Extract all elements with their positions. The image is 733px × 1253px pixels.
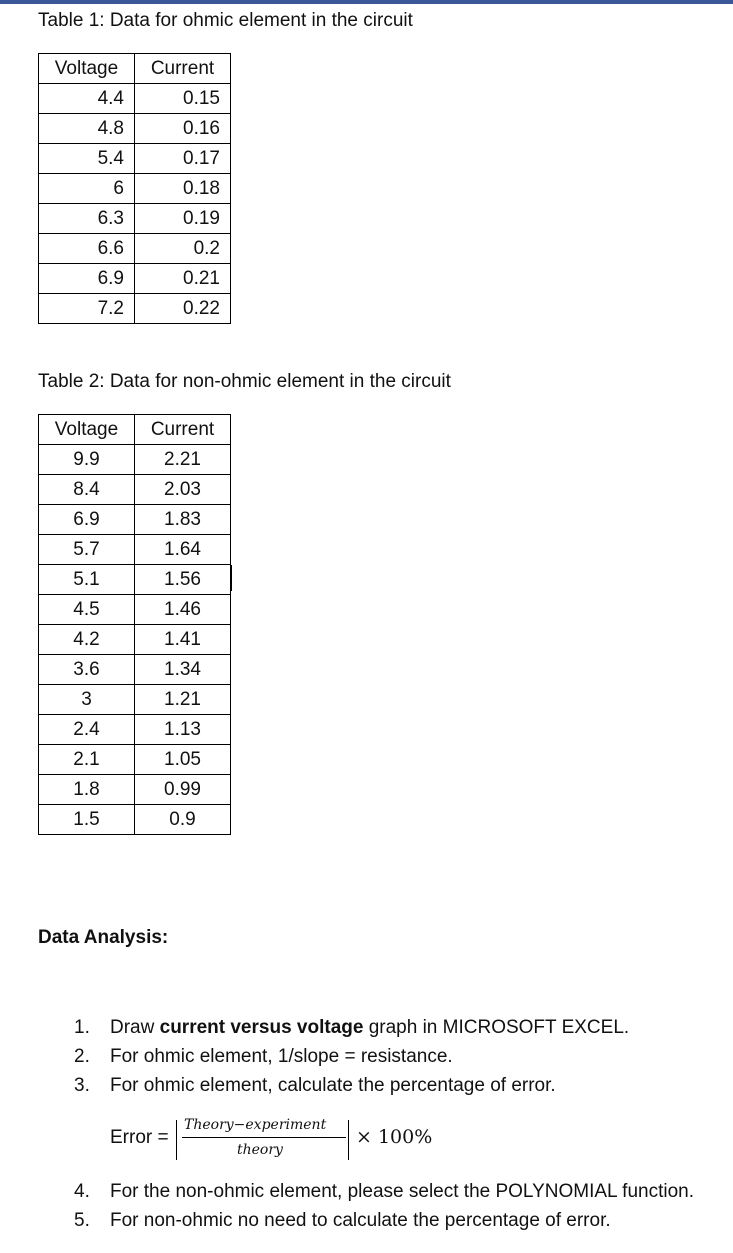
- list-text: Draw: [110, 1017, 160, 1038]
- data-analysis-heading: Data Analysis:: [38, 927, 169, 948]
- current-cell: 0.21: [135, 264, 231, 294]
- current-cell: 1.41: [135, 625, 231, 655]
- table-row: [39, 204, 231, 234]
- formula-suffix: × 100%: [356, 1126, 433, 1148]
- table-row: [39, 745, 231, 775]
- non-ohmic-data-table: [38, 414, 231, 835]
- table-header-row: [39, 54, 231, 84]
- voltage-cell: 4.4: [39, 84, 135, 114]
- current-cell: 1.34: [135, 655, 231, 685]
- table-row: [39, 655, 231, 685]
- voltage-cell: 1.8: [39, 775, 135, 805]
- list-item: [74, 1075, 556, 1097]
- voltage-cell: 1.5: [39, 805, 135, 835]
- voltage-header: Voltage: [39, 415, 135, 445]
- current-cell: 1.83: [135, 505, 231, 535]
- current-cell: 1.13: [135, 715, 231, 745]
- voltage-header: Voltage: [39, 54, 135, 84]
- table-row: [39, 234, 231, 264]
- ohmic-data-table: [38, 53, 231, 324]
- list-text: For ohmic element, 1/slope = resistance.: [110, 1046, 453, 1067]
- current-cell: 1.21: [135, 685, 231, 715]
- table-row: [39, 715, 231, 745]
- table-row: [39, 475, 231, 505]
- table-row: [39, 144, 231, 174]
- current-cell: 2.21: [135, 445, 231, 475]
- current-cell: 0.15: [135, 84, 231, 114]
- current-header: Current: [135, 54, 231, 84]
- voltage-cell: 2.1: [39, 745, 135, 775]
- list-item: [74, 1046, 453, 1068]
- list-number: 1.: [74, 1017, 90, 1038]
- fraction-rule: [182, 1137, 346, 1138]
- list-item: [74, 1017, 629, 1039]
- current-cell: 2.03: [135, 475, 231, 505]
- list-text: For non-ohmic no need to calculate the percentage of error.: [110, 1210, 611, 1231]
- current-header: Current: [135, 415, 231, 445]
- list-text: For ohmic element, calculate the percentage of error.: [110, 1075, 556, 1096]
- table-row: [39, 685, 231, 715]
- list-number: 4.: [74, 1181, 90, 1202]
- table-row: [39, 294, 231, 324]
- table-row: [39, 114, 231, 144]
- current-cell: 1.05: [135, 745, 231, 775]
- voltage-cell: 4.8: [39, 114, 135, 144]
- voltage-cell: 6.9: [39, 505, 135, 535]
- top-border-bar: [0, 0, 733, 4]
- voltage-cell: 8.4: [39, 475, 135, 505]
- abs-bar-left: [176, 1120, 177, 1160]
- list-item: [74, 1210, 611, 1232]
- table-header-row: [39, 415, 231, 445]
- table-row: [39, 264, 231, 294]
- voltage-cell: 5.1: [39, 565, 135, 595]
- voltage-cell: 6.3: [39, 204, 135, 234]
- table-row: [39, 174, 231, 204]
- voltage-cell: 4.2: [39, 625, 135, 655]
- voltage-cell: 6.9: [39, 264, 135, 294]
- current-cell: 0.9: [135, 805, 231, 835]
- current-cell: 0.22: [135, 294, 231, 324]
- voltage-cell: 4.5: [39, 595, 135, 625]
- voltage-cell: 6: [39, 174, 135, 204]
- table-row: [39, 805, 231, 835]
- table1-caption: Table 1: Data for ohmic element in the circuit: [38, 10, 413, 31]
- table-row: [39, 535, 231, 565]
- list-item: [74, 1181, 694, 1203]
- list-bold-text: current versus voltage: [159, 1017, 364, 1038]
- table-row: [39, 565, 231, 595]
- formula-denominator: theory: [237, 1142, 283, 1158]
- current-cell: 0.99: [135, 775, 231, 805]
- voltage-cell: 5.4: [39, 144, 135, 174]
- table-row: [39, 625, 231, 655]
- voltage-cell: 7.2: [39, 294, 135, 324]
- list-text: For the non-ohmic element, please select the POLYNOMIAL function.: [110, 1181, 695, 1202]
- voltage-cell: 9.9: [39, 445, 135, 475]
- table-row: [39, 595, 231, 625]
- list-number: 3.: [74, 1075, 90, 1096]
- list-number: 2.: [74, 1046, 90, 1067]
- current-cell: 1.46: [135, 595, 231, 625]
- current-cell: 0.2: [135, 234, 231, 264]
- table-row: [39, 775, 231, 805]
- voltage-cell: 3.6: [39, 655, 135, 685]
- voltage-cell: 2.4: [39, 715, 135, 745]
- current-cell: 0.17: [135, 144, 231, 174]
- voltage-cell: 3: [39, 685, 135, 715]
- voltage-cell: 6.6: [39, 234, 135, 264]
- table-row: [39, 84, 231, 114]
- abs-bar-right: [348, 1120, 349, 1160]
- text-cursor: [231, 565, 232, 591]
- table2-caption: Table 2: Data for non-ohmic element in the circuit: [38, 371, 451, 392]
- current-cell: 1.64: [135, 535, 231, 565]
- current-cell: 0.18: [135, 174, 231, 204]
- list-number: 5.: [74, 1210, 90, 1231]
- table-row: [39, 445, 231, 475]
- list-text-tail: graph in MICROSOFT EXCEL.: [363, 1017, 630, 1038]
- table-row: [39, 505, 231, 535]
- formula-label: Error =: [110, 1127, 169, 1148]
- formula-numerator: Theory−experiment: [184, 1117, 327, 1133]
- voltage-cell: 5.7: [39, 535, 135, 565]
- current-cell: 0.16: [135, 114, 231, 144]
- current-cell: 0.19: [135, 204, 231, 234]
- current-cell: 1.56: [135, 565, 231, 595]
